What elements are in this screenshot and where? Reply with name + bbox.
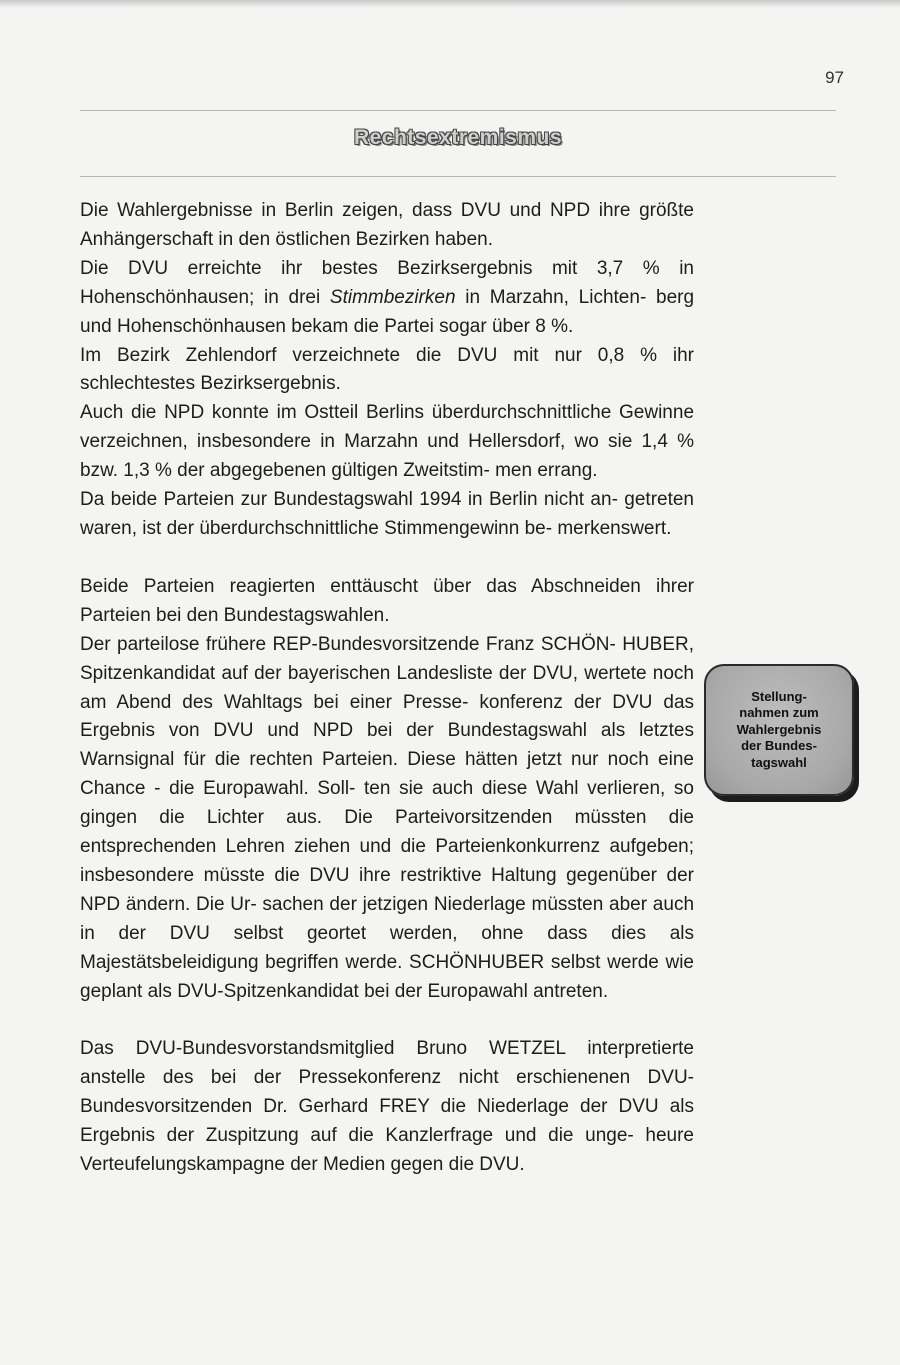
text-line: Die Wahlergebnisse in Berlin zeigen, dass DVU und NPD ihre (80, 200, 631, 221)
text-line: DVU ihre restriktive Haltung gegenüber der NPD ändern. Die Ur- (80, 864, 694, 915)
text-line: Die DVU erreichte ihr bestes Bezirksergebnis mit 3,7 % in (80, 257, 694, 279)
paragraph-7 (80, 631, 694, 1007)
text-line: schlechtestes Bezirksergebnis. (80, 373, 341, 395)
text-line: Auch die NPD konnte im Ostteil Berlins überdurchschnittliche (80, 402, 612, 424)
text-line: ten sie auch diese Wahl verlieren, so gingen die Lichter aus. Die (80, 778, 695, 829)
paragraph-2 (80, 255, 694, 342)
text-line: men errang. (495, 460, 598, 482)
text-line: getreten waren, ist der überdurchschnittliche Stimmengewinn be- (80, 489, 695, 539)
text-line: heure Verteufelungskampagne der Medien gegen die DVU. (80, 1125, 694, 1176)
header-rule-bottom (80, 176, 836, 177)
text-line: begriffen werde. SCHÖNHUBER selbst werde wie geplant als (80, 951, 694, 1002)
page-top-shadow (0, 0, 900, 8)
paragraph-3 (80, 342, 694, 400)
text-line: selbst geortet werden, ohne dass dies als Majestätsbeleidigung (80, 922, 694, 973)
text-line: und die Parteienkonkurrenz aufgeben; insbesondere müsste die (80, 836, 694, 886)
header-rule-top (80, 110, 836, 111)
text-line: sachen der jetzigen Niederlage müssten aber auch in der DVU (80, 893, 695, 944)
text-line: Im Bezirk Zehlendorf verzeichnete die DVU mit nur 0,8 % ihr (80, 344, 694, 366)
text-line: konferenz der DVU das Ergebnis von DVU und NPD bei der (80, 691, 695, 742)
text-line: Parteivorsitzenden müssten die entsprechenden Lehren ziehen (80, 807, 694, 858)
paragraph-4 (80, 399, 694, 486)
margin-note-text: Stellung- nahmen zum Wahlergebnis der Bundes- tagswahl (736, 688, 822, 770)
text-line: Hohenschönhausen; in drei (80, 286, 330, 308)
text-line: berg und Hohenschönhausen bekam die Partei sogar über 8 %. (80, 286, 695, 337)
text-line: wo sie 1,4 % bzw. 1,3 % der abgegebenen gültigen Zweitstim- (80, 431, 694, 482)
text-line: anstelle des bei der Pressekonferenz nicht erschienenen DVU- (80, 1067, 694, 1089)
text-line: Bundestagswahl als letztes Warnsignal für die rechten Parteien. (80, 720, 694, 771)
text-line: Gewinne verzeichnen, insbesondere in Marzahn und Hellersdorf, (80, 402, 695, 453)
italic-term: Stimmbezirken (329, 286, 456, 308)
text-line: HUBER, Spitzenkandidat auf der bayerischen Landesliste der (80, 633, 694, 684)
text-line: größte Anhängerschaft in den östlichen Bezirken haben. (80, 200, 694, 250)
text-line: Das DVU-Bundesvorstandsmitglied Bruno WETZEL interpretierte (80, 1038, 694, 1060)
paragraph-8 (80, 1035, 694, 1180)
text-line: als Ergebnis der Zuspitzung auf die Kanzlerfrage und die unge- (80, 1096, 694, 1147)
running-header: Rechtsextremismus (353, 126, 563, 149)
page-number: 97 (825, 68, 844, 87)
text-line: DVU, wertete noch am Abend des Wahltags bei einer Presse- (80, 662, 694, 713)
margin-note-box (704, 664, 854, 796)
text-line: merkenswert. (557, 517, 672, 539)
paragraph-6 (80, 573, 694, 631)
paragraph-1 (80, 197, 694, 255)
text-line: in Marzahn, Lichten- (455, 286, 647, 308)
text-line: Beide Parteien reagierten enttäuscht über das Abschneiden ihrer (80, 575, 694, 597)
text-line: DVU-Spitzenkandidat bei der Europawahl antreten. (177, 980, 609, 1002)
text-line: Parteien bei den Bundestagswahlen. (80, 604, 390, 626)
paragraph-5 (80, 486, 694, 544)
text-line: Diese hätten jetzt nur noch eine Chance - die Europawahl. Soll- (80, 749, 694, 800)
text-line: Der parteilose frühere REP-Bundesvorsitzende Franz SCHÖN- (80, 633, 616, 655)
body-text (80, 197, 694, 1180)
text-line: Bundesvorsitzenden Dr. Gerhard FREY die Niederlage der DVU (80, 1096, 659, 1118)
text-line: Da beide Parteien zur Bundestagswahl 1994 in Berlin nicht an- (80, 489, 618, 511)
